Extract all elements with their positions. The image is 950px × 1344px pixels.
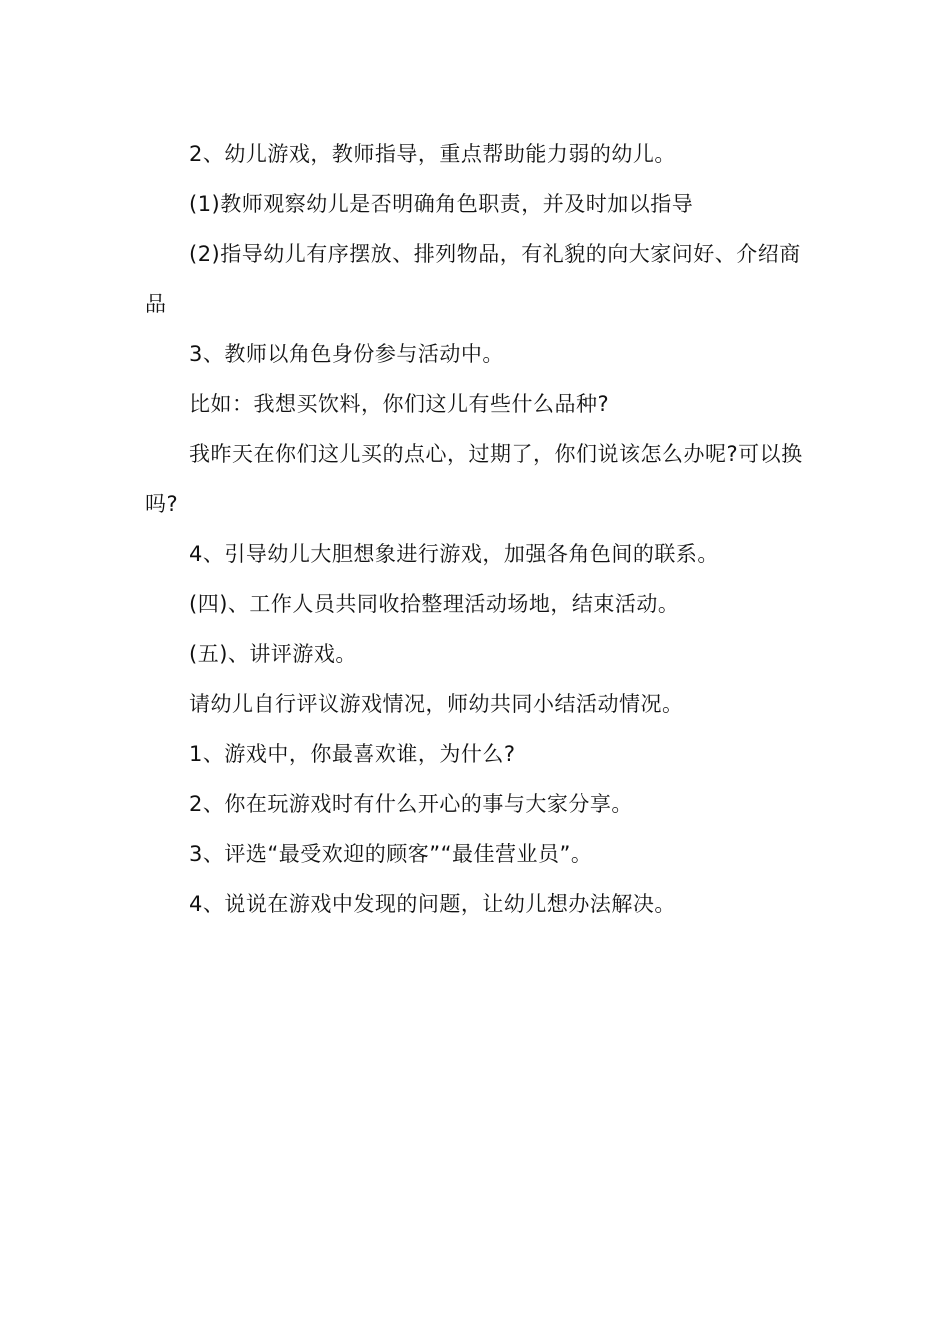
paragraph: (2)指导幼儿有序摆放、排列物品，有礼貌的向大家问好、介绍商品: [145, 242, 801, 316]
paragraph: 3、教师以角色身份参与活动中。: [189, 342, 504, 366]
paragraph: 2、幼儿游戏，教师指导，重点帮助能力弱的幼儿。: [189, 142, 676, 166]
paragraph: 3、评选“最受欢迎的顾客”“最佳营业员”。: [189, 842, 593, 866]
paragraph: (1)教师观察幼儿是否明确角色职责，并及时加以指导: [189, 192, 694, 216]
paragraph: 比如：我想买饮料，你们这儿有些什么品种?: [189, 392, 610, 416]
paragraph: (五)、讲评游戏。: [189, 642, 357, 666]
paragraph: 1、游戏中，你最喜欢谁，为什么?: [189, 742, 516, 766]
paragraph: 2、你在玩游戏时有什么开心的事与大家分享。: [189, 792, 633, 816]
paragraph: (四)、工作人员共同收拾整理活动场地，结束活动。: [189, 592, 680, 616]
paragraph: 请幼儿自行评议游戏情况，师幼共同小结活动情况。: [189, 692, 684, 716]
paragraph: 我昨天在你们这儿买的点心，过期了，你们说该怎么办呢?可以换吗?: [145, 442, 803, 516]
paragraph: 4、说说在游戏中发现的问题，让幼儿想办法解决。: [189, 892, 676, 916]
document-body: [145, 129, 810, 929]
paragraph: 4、引导幼儿大胆想象进行游戏，加强各角色间的联系。: [189, 542, 719, 566]
